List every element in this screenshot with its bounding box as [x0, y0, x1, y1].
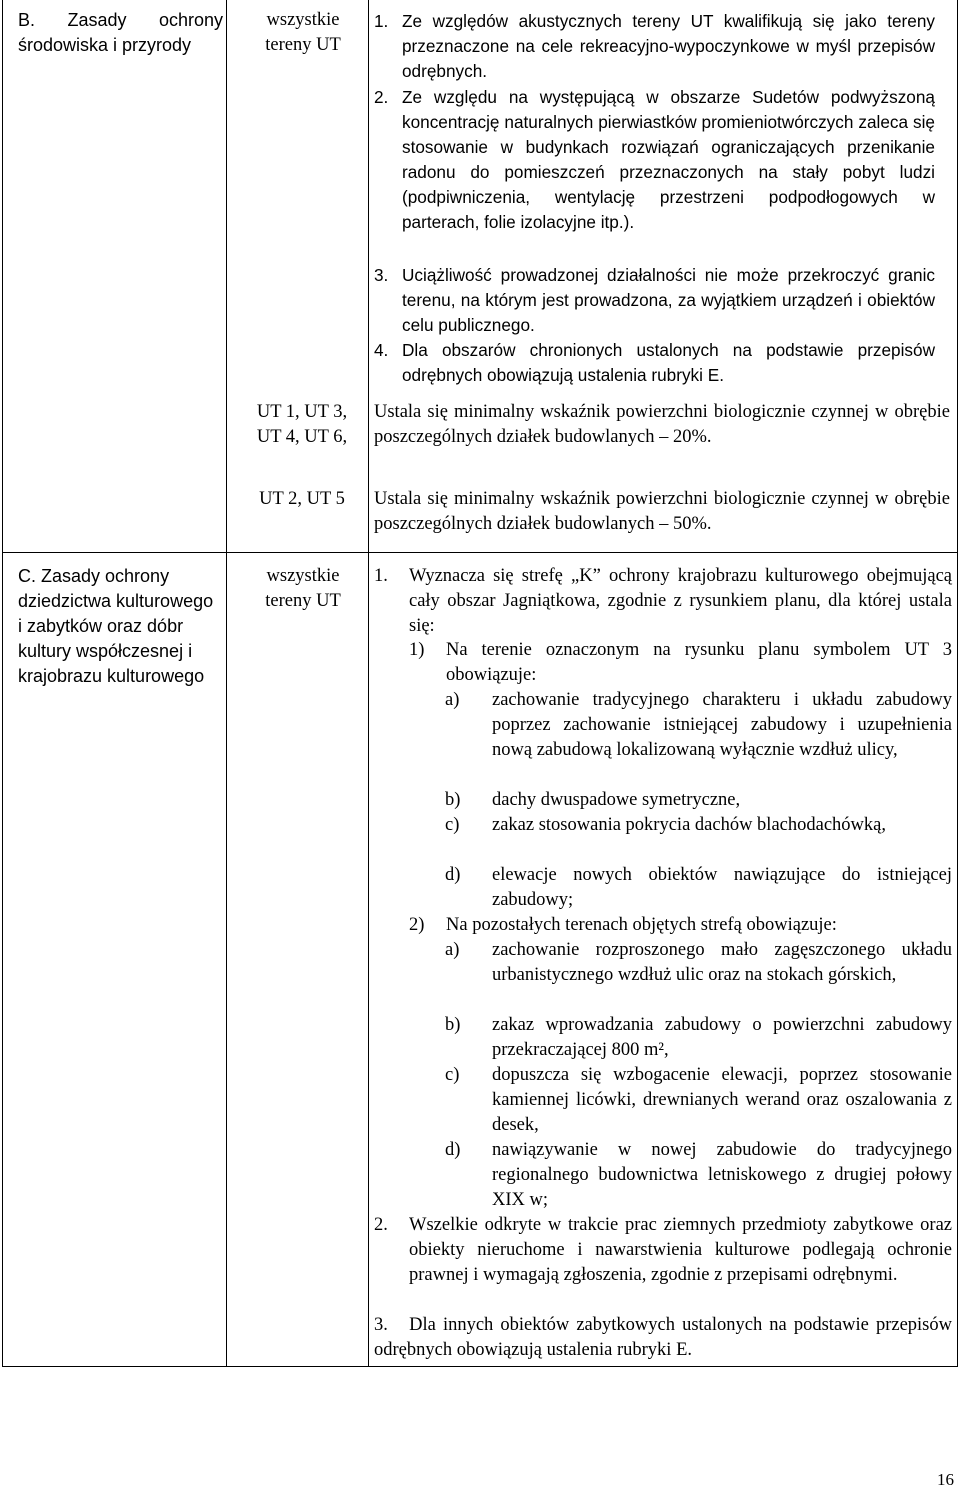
- section-c-item-3: [374, 1313, 952, 1363]
- section-b-scope-ut2: UT 2, UT 5: [259, 489, 345, 509]
- section-c-sub2-b: [445, 1013, 952, 1063]
- section-c-sub1-a: [445, 688, 952, 763]
- section-b-item-2: [374, 85, 935, 235]
- item-text: dopuszcza się wzbogacenie elewacji, poprzez stosowanie kamiennej licówki, drewnianych werand oraz oszalowania z desek,: [492, 1065, 952, 1135]
- item-text: zachowanie rozproszonego mało zagęszczonego układu urbanistycznego wzdłuż ulic oraz na stokach górskich,: [492, 940, 952, 985]
- item-letter: a): [445, 940, 460, 960]
- item-letter: a): [445, 690, 460, 710]
- section-c-sub2-a: [445, 938, 952, 988]
- item-number: 2.: [374, 1215, 388, 1235]
- section-c-item-2: [374, 1213, 952, 1288]
- item-text: Wszelkie odkryte w trakcie prac ziemnych przedmioty zabytkowe oraz obiekty nieruchome i nawarstwienia kulturowe podlegają ochronie prawnej i wymagają zgłoszenia, zgodnie z przepisami odrębnymi.: [409, 1215, 952, 1285]
- item-text: elewacje nowych obiektów nawiązujące do istniejącej zabudowy;: [492, 865, 952, 910]
- item-letter: b): [445, 1015, 461, 1035]
- section-c-item-1: [374, 564, 952, 639]
- item-text: Dla innych obiektów zabytkowych ustalonych na podstawie przepisów odrębnych obowiązują ustalenia rubryki E.: [374, 1315, 952, 1360]
- item-text: zachowanie tradycyjnego charakteru i układu zabudowy poprzez zachowanie istniejącej zabudowy i uzupełnienia nową zabudową lokalizowaną wyłącznie wzdłuż ulicy,: [492, 690, 952, 760]
- item-text: Uciążliwość prowadzonej działalności nie może przekroczyć granic terenu, na którym jest prowadzona, za wyjątkiem urządzeń i obiektów celu publicznego.: [402, 265, 935, 335]
- section-b-scope-ut1: UT 1, UT 3, UT 4, UT 6,: [256, 402, 348, 447]
- item-text: Na pozostałych terenach objętych strefą obowiązuje:: [446, 915, 837, 935]
- section-b-bio-20: Ustala się minimalny wskaźnik powierzchni biologicznie czynnej w obrębie poszczególnych działek budowlanych – 20%.: [374, 402, 950, 447]
- item-text: nawiązywanie w nowej zabudowie do tradycyjnego regionalnego budownictwa letniskowego z drugiej połowy XIX w;: [492, 1140, 952, 1210]
- page-number: 16: [937, 1470, 954, 1489]
- item-text: zakaz stosowania pokrycia dachów blachodachówką,: [492, 815, 886, 835]
- item-number: 2.: [374, 87, 389, 107]
- section-c-sub2-d: [445, 1138, 952, 1213]
- item-text: dachy dwuspadowe symetryczne,: [492, 790, 741, 810]
- section-c-sub2-c: [445, 1063, 952, 1138]
- item-letter: d): [445, 865, 461, 885]
- item-letter: b): [445, 790, 461, 810]
- item-number: 1.: [374, 11, 389, 31]
- section-c-subitem-1: [409, 638, 952, 688]
- section-b-item-4: [374, 338, 935, 388]
- item-text: Ze względu na występującą w obszarze Sudetów podwyższoną koncentrację naturalnych pierwiastków promieniotwórczych zaleca się stosowanie w budynkach rozwiązań ograniczających przenikanie radonu do pomieszczeń przeznaczonych na stały pobyt ludzi (podpiwniczenia, wentylację przestrzeni podpodłogowych w parterach, folie izolacyjne itp.).: [402, 87, 935, 232]
- section-b-item-1: [374, 9, 935, 84]
- item-number: 1.: [374, 566, 388, 586]
- item-number: 2): [409, 915, 425, 935]
- item-text: Ze względów akustycznych tereny UT kwalifikują się jako tereny przeznaczone na cele rekreacyjno-wypoczynkowe w myśl przepisów odrębnych.: [402, 11, 935, 81]
- section-b-item-3: [374, 263, 935, 338]
- item-text: Dla obszarów chronionych ustalonych na podstawie przepisów odrębnych obowiązują ustalenia rubryki E.: [402, 340, 935, 385]
- item-number: 4.: [374, 340, 389, 360]
- item-number: 1): [409, 640, 425, 660]
- item-text: zakaz wprowadzania zabudowy o powierzchni zabudowy przekraczającej 800 m²,: [492, 1015, 952, 1060]
- item-number: 3.: [374, 265, 389, 285]
- section-b-title: B. Zasady ochrony środowiska i przyrody: [18, 10, 223, 55]
- item-text: Wyznacza się strefę „K” ochrony krajobrazu kulturowego obejmującą cały obszar Jagniątkowa, zgodnie z rysunkiem planu, dla której ustala się:: [409, 566, 952, 636]
- section-c-sub1-c: [445, 813, 952, 838]
- section-c-sub1-d: [445, 863, 952, 913]
- section-c-title: C. Zasady ochrony dziedzictwa kulturowego i zabytków oraz dóbr kultury współczesnej i krajobrazu kulturowego: [18, 566, 214, 686]
- item-number: 3.: [374, 1315, 388, 1335]
- section-b-scope-all: wszystkie tereny UT: [265, 10, 341, 55]
- section-c-scope: wszystkie tereny UT: [265, 566, 341, 611]
- item-text: Na terenie oznaczonym na rysunku planu symbolem UT 3 obowiązuje:: [446, 640, 952, 685]
- item-letter: c): [445, 815, 460, 835]
- section-b-bio-50: Ustala się minimalny wskaźnik powierzchni biologicznie czynnej w obrębie poszczególnych działek budowlanych – 50%.: [374, 489, 950, 534]
- section-c-subitem-2: [409, 913, 952, 938]
- item-letter: c): [445, 1065, 460, 1085]
- item-letter: d): [445, 1140, 461, 1160]
- section-c-sub1-b: [445, 788, 952, 813]
